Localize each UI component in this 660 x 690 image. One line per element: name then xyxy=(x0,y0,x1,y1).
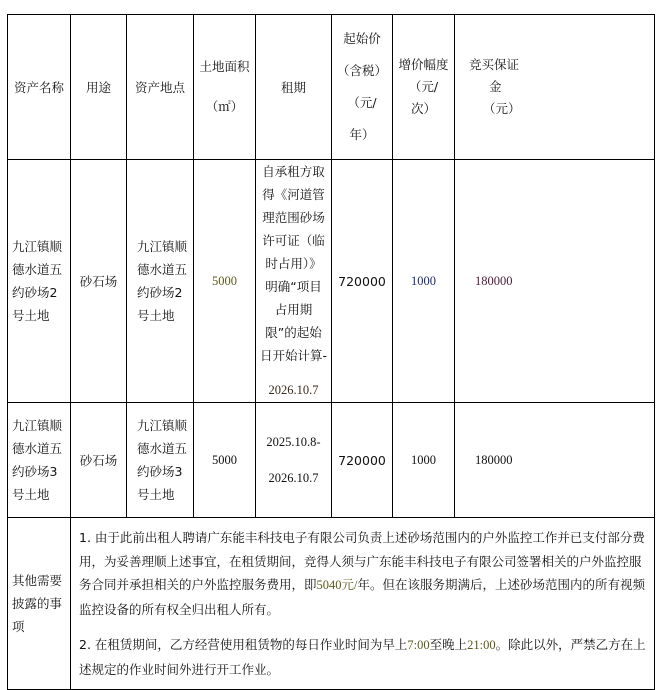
start-price: 720000 xyxy=(332,403,393,518)
asset-use: 砂石场 xyxy=(71,160,127,403)
asset-location: 九江镇顺德水道五约砂场2号土地 xyxy=(127,160,194,403)
header-area: 土地面积 （㎡） xyxy=(194,15,256,160)
other-matters-notes xyxy=(71,518,655,690)
note-2: 2. 在租赁期间，乙方经营使用租赁物的每日作业时间为早上7:00至晚上21:00。除此以外，严禁乙方在上述规定的作业时间外进行开工作业。 xyxy=(79,637,646,677)
header-start-price: 起始价 （含税） （元/ 年） xyxy=(332,15,393,160)
lease-term: 自承租方取得《河道管理范围砂场许可证（临时占用）》明确“项目占用期限”的起始日开始计算- 2026.10.7 xyxy=(256,160,332,403)
asset-name: 九江镇顺德水道五约砂场2号土地 xyxy=(8,160,71,403)
header-increment: 增价幅度 （元/ 次） xyxy=(393,15,455,160)
asset-area: 5000 xyxy=(194,403,256,518)
header-row xyxy=(8,15,655,160)
asset-table xyxy=(7,14,655,690)
note-1: 1. 由于此前出租人聘请广东能丰科技电子有限公司负责上述砂场范围内的户外监控工作并已支付部分费用，为妥善理顺上述事宜，在租赁期间，竞得人须与广东能丰科技电子有限公司签署相关的户外监控服务合同并承担相关的户外监控服务费用，即5040元/年。但在该服务期满后，上述砂场范围内的所有视频监控设备的所有权全归出租人所有。 xyxy=(79,530,646,617)
header-location: 资产地点 xyxy=(127,15,194,160)
increment: 1000 xyxy=(393,160,455,403)
header-asset-name: 资产名称 xyxy=(8,15,71,160)
header-term: 租期 xyxy=(256,15,332,160)
asset-use: 砂石场 xyxy=(71,403,127,518)
lease-term: 2025.10.8- 2026.10.7 xyxy=(256,403,332,518)
asset-location: 九江镇顺德水道五约砂场3号土地 xyxy=(127,403,194,518)
other-matters-label: 其他需要披露的事项 xyxy=(8,518,71,690)
table-row xyxy=(8,160,655,403)
start-price: 720000 xyxy=(332,160,393,403)
asset-name: 九江镇顺德水道五约砂场3号土地 xyxy=(8,403,71,518)
deposit: 180000 xyxy=(455,403,655,518)
increment: 1000 xyxy=(393,403,455,518)
header-use: 用途 xyxy=(71,15,127,160)
other-matters-row xyxy=(8,518,655,690)
deposit: 180000 xyxy=(455,160,655,403)
table-row xyxy=(8,403,655,518)
asset-area: 5000 xyxy=(194,160,256,403)
header-deposit: 竞买保证 金 （元） xyxy=(455,15,655,160)
